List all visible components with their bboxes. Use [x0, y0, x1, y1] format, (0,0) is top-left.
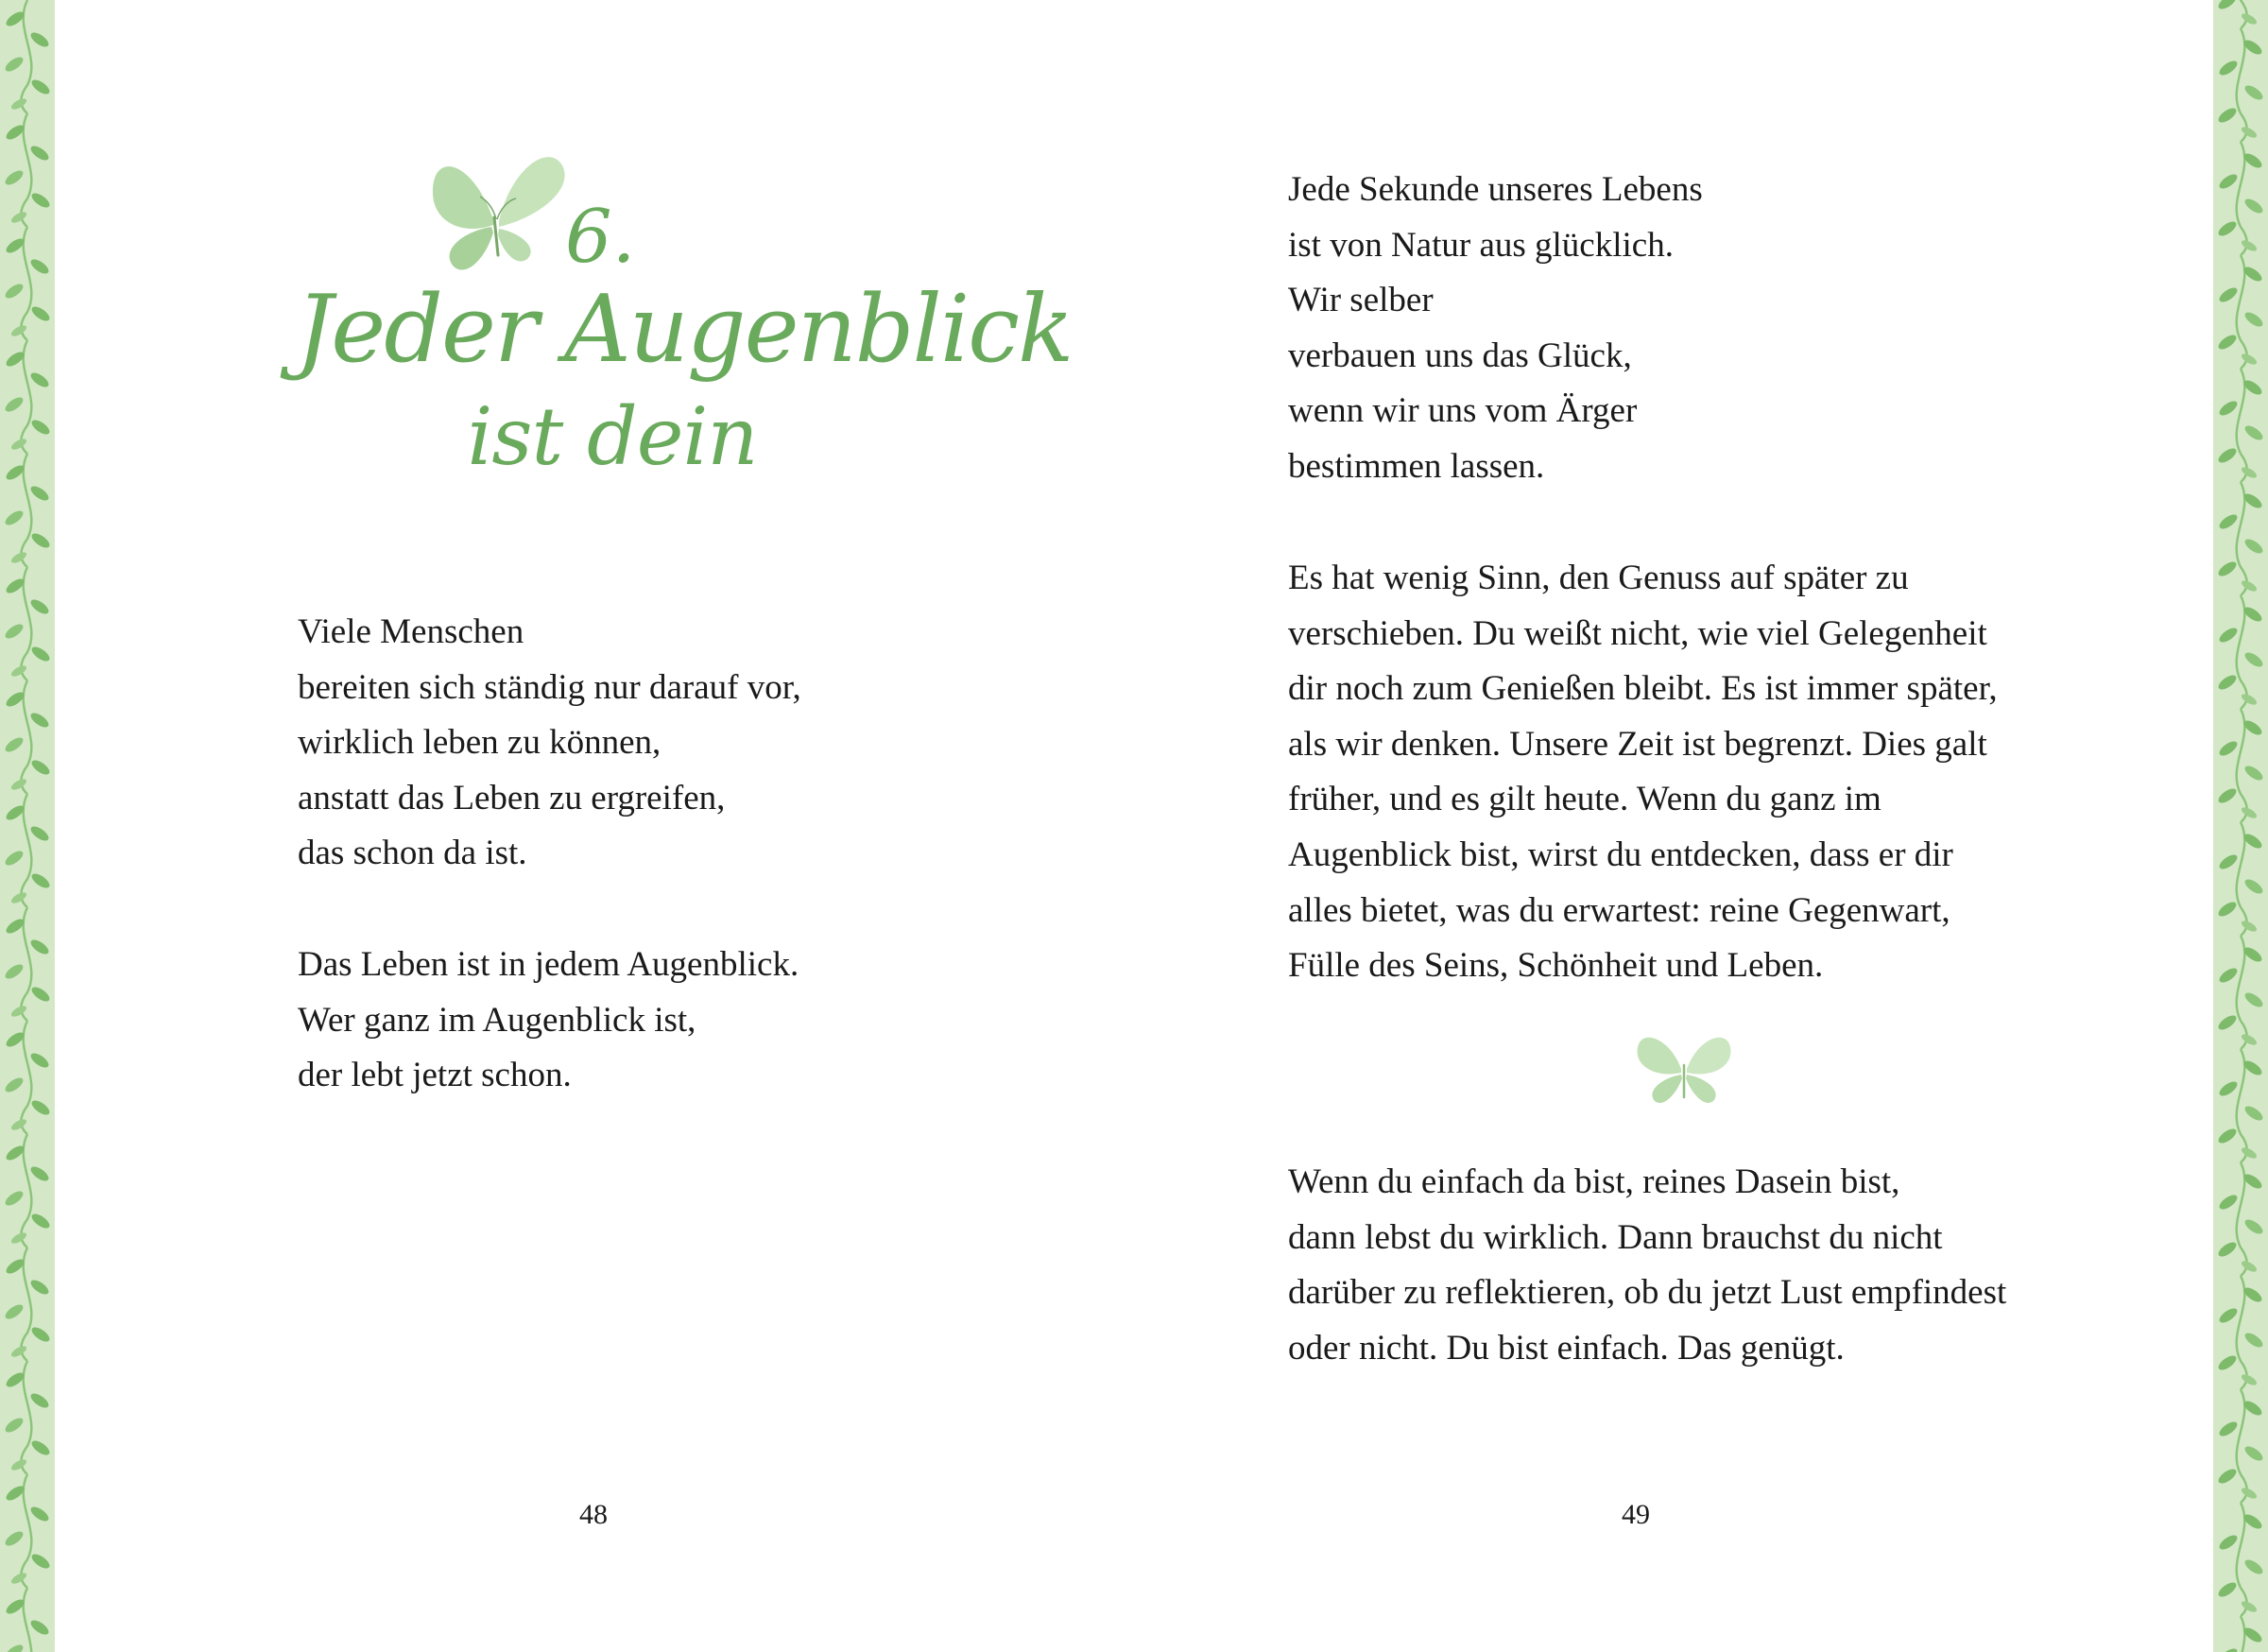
right-paragraph-3 — [1288, 1155, 2006, 1376]
text-line: früher, und es gilt heute. Wenn du ganz im — [1288, 780, 1881, 819]
page-number-right: 49 — [1622, 1499, 1650, 1530]
text-line: Jede Sekunde unseres Lebens — [1288, 170, 1703, 209]
left-paragraph-1 — [298, 605, 801, 882]
text-line: oder nicht. Du bist einfach. Das genügt. — [1288, 1328, 1845, 1368]
text-line: der lebt jetzt schon. — [298, 1056, 572, 1095]
chapter-title-line2: ist dein — [467, 390, 758, 483]
butterfly-icon — [406, 142, 586, 274]
leaf-vine-pattern-icon — [2213, 0, 2268, 1652]
leaf-vine-pattern-icon — [0, 0, 55, 1652]
chapter-title-line1: Jeder Augenblick — [296, 276, 1073, 384]
text-line: dann lebst du wirklich. Dann brauchst du nicht — [1288, 1217, 1943, 1257]
butterfly-icon — [1632, 1024, 1736, 1109]
text-line: Das Leben ist in jedem Augenblick. — [298, 945, 799, 984]
text-line: alles bietet, was du erwartest: reine Gegenwart, — [1288, 890, 1950, 930]
right-page — [1134, 0, 2213, 1652]
text-line: anstatt das Leben zu ergreifen, — [298, 778, 726, 817]
text-line: Wer ganz im Augenblick ist, — [298, 1000, 696, 1040]
text-line: wirklich leben zu können, — [298, 723, 662, 763]
chapter-number: 6. — [565, 195, 636, 280]
right-paragraph-1 — [1288, 163, 1703, 495]
text-line: als wir denken. Unsere Zeit ist begrenzt. Dies galt — [1288, 724, 1987, 764]
text-line: bereiten sich ständig nur darauf vor, — [298, 667, 801, 707]
text-line: Es hat wenig Sinn, den Genuss auf später zu — [1288, 559, 1909, 597]
page-number-left: 48 — [579, 1499, 608, 1530]
text-line: Wenn du einfach da bist, reines Dasein bist, — [1288, 1162, 1900, 1201]
text-line: Wir selber — [1288, 281, 1434, 320]
left-page — [55, 0, 1134, 1652]
text-line: Viele Menschen — [298, 612, 524, 651]
left-paragraph-2 — [298, 938, 799, 1104]
text-line: wenn wir uns vom Ärger — [1288, 391, 1638, 431]
leaf-border-left — [0, 0, 55, 1652]
right-paragraph-2 — [1288, 551, 1998, 994]
text-line: verbauen uns das Glück, — [1288, 336, 1632, 375]
text-line: dir noch zum Genießen bleibt. Es ist immer später, — [1288, 669, 1998, 709]
leaf-border-right — [2213, 0, 2268, 1652]
text-line: ist von Natur aus glücklich. — [1288, 225, 1674, 265]
text-line: verschieben. Du weißt nicht, wie viel Gelegenheit — [1288, 613, 1987, 653]
text-line: darüber zu reflektieren, ob du jetzt Lust empfindest — [1288, 1273, 2007, 1313]
text-line: Augenblick bist, wirst du entdecken, dass er dir — [1288, 835, 1953, 874]
text-line: das schon da ist. — [298, 834, 527, 873]
text-line: bestimmen lassen. — [1288, 446, 1545, 486]
text-line: Fülle des Seins, Schönheit und Leben. — [1288, 946, 1824, 986]
